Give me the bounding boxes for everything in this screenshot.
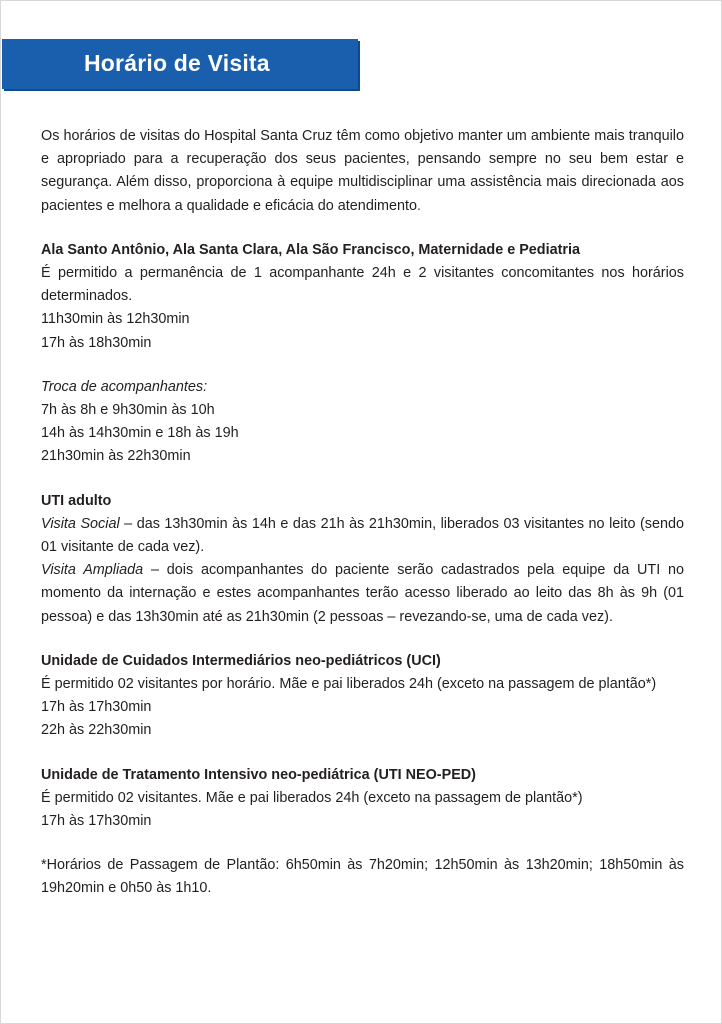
- visita-ampliada-paragraph: [41, 559, 684, 629]
- uci-description: É permitido 02 visitantes por horário. Mãe e pai liberados 24h (exceto na passagem de plantão*): [41, 676, 657, 693]
- visita-ampliada-text: – dois acompanhantes do paciente serão cadastrados pela equipe da UTI no momento da internação e estes acompanhantes terão acesso liberado ao leito das 8h às 9h (01 pessoa) e das 13h30min até as 21h30min (2 pessoas – revezando-se, uma de cada vez).: [41, 562, 684, 625]
- section-heading-alas: Ala Santo Antônio, Ala Santa Clara, Ala São Francisco, Maternidade e Pediatria: [41, 241, 580, 258]
- uti-neo-time: 17h às 17h30min: [41, 813, 152, 830]
- section-uti-adulto: [41, 490, 684, 629]
- section-uci: [41, 650, 684, 743]
- troca-time: 7h às 8h e 9h30min às 10h: [41, 402, 215, 419]
- section-heading-uci: Unidade de Cuidados Intermediários neo-pediátricos (UCI): [41, 652, 441, 669]
- visita-social-label: Visita Social: [41, 515, 120, 532]
- alas-time: 17h às 18h30min: [41, 334, 152, 351]
- visita-ampliada-label: Visita Ampliada: [41, 562, 144, 579]
- section-footnote: [41, 854, 684, 900]
- uci-time: 17h às 17h30min: [41, 699, 152, 716]
- troca-time: 14h às 14h30min e 18h às 19h: [41, 425, 239, 442]
- section-uti-neo: [41, 764, 684, 834]
- document-body: [41, 125, 684, 901]
- section-heading-uti-neo: Unidade de Tratamento Intensivo neo-pediátrica (UTI NEO-PED): [41, 766, 476, 783]
- uti-neo-description: É permitido 02 visitantes. Mãe e pai liberados 24h (exceto na passagem de plantão*): [41, 789, 583, 806]
- page-title: Horário de Visita: [84, 50, 270, 76]
- alas-description: É permitido a permanência de 1 acompanhante 24h e 2 visitantes concomitantes nos horários determinados.: [41, 265, 684, 305]
- footnote-text: *Horários de Passagem de Plantão: 6h50min às 7h20min; 12h50min às 13h20min; 18h50min às 19h20min e 0h50 às 1h10.: [41, 857, 684, 897]
- section-heading-uti-adulto: UTI adulto: [41, 492, 112, 509]
- visita-social-paragraph: [41, 513, 684, 559]
- title-banner: [2, 39, 358, 89]
- intro-end-mark: .: [417, 197, 422, 214]
- uci-time: 22h às 22h30min: [41, 722, 152, 739]
- intro-paragraph: [41, 125, 684, 218]
- section-troca: [41, 376, 684, 469]
- section-alas: [41, 239, 684, 355]
- alas-time: 11h30min às 12h30min: [41, 311, 190, 328]
- troca-time: 21h30min às 22h30min: [41, 448, 191, 465]
- visita-social-text: – das 13h30min às 14h e das 21h às 21h30min, liberados 03 visitantes no leito (sendo 01 visitante de cada vez).: [41, 515, 685, 556]
- intro-text: Os horários de visitas do Hospital Santa Cruz têm como objetivo manter um ambiente mais tranquilo e apropriado para a recuperação dos seus pacientes, pensando sempre no seu bem estar e segurança. Além disso, proporciona à equipe multidisciplinar uma assistência mais direcionada aos pacientes e melhora a qualidade e eficácia do atendimento: [41, 128, 684, 214]
- troca-label: Troca de acompanhantes:: [41, 378, 208, 395]
